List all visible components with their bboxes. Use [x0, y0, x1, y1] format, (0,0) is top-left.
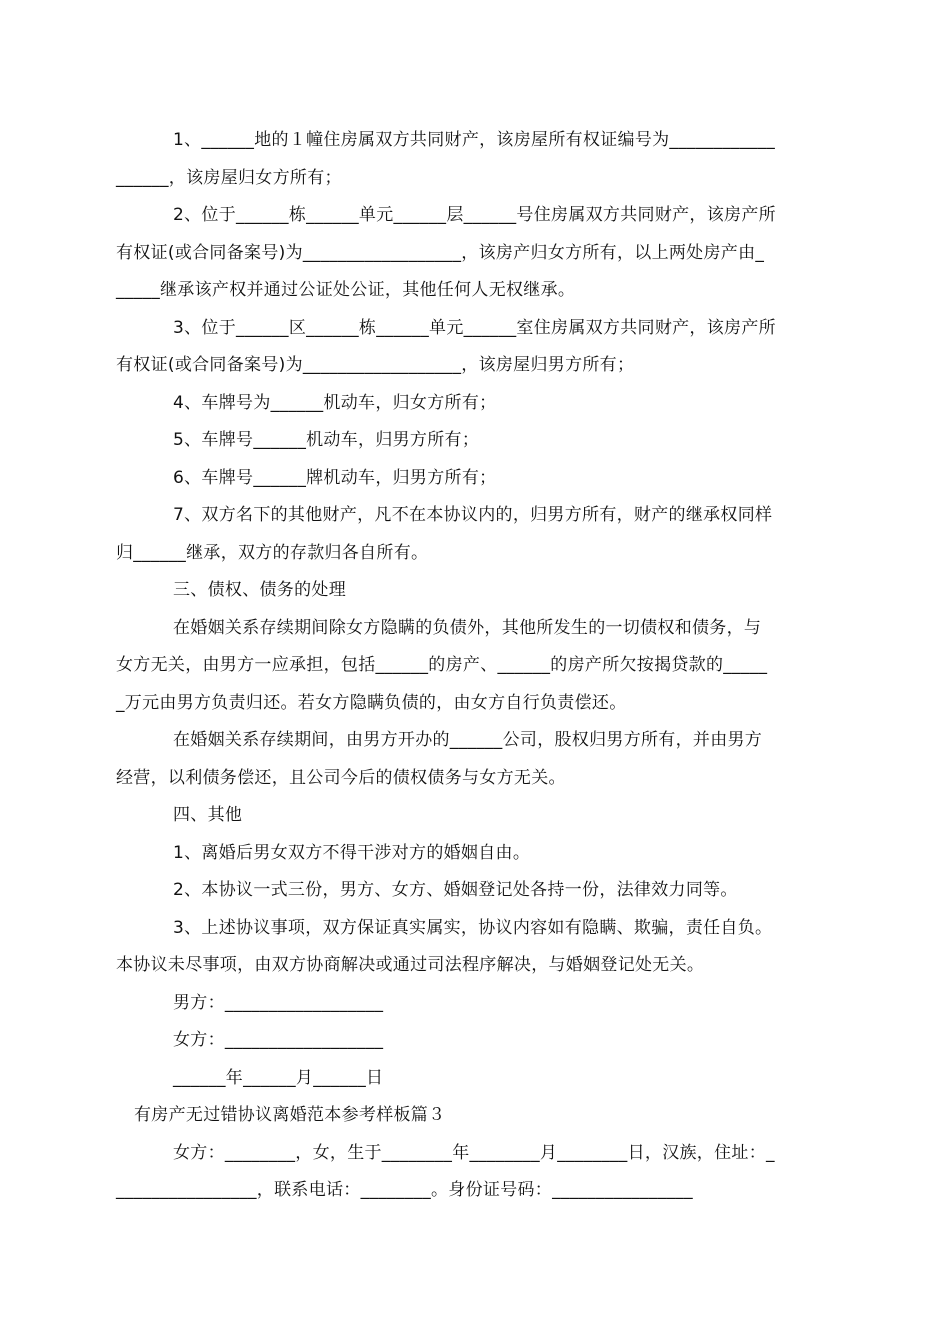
other-item-2: 2、本协议一式三份，男方、女方、婚姻登记处各持一份，法律效力同等。 [173, 880, 738, 900]
property-item-5: 5、车牌号______机动车，归男方所有； [173, 430, 480, 450]
property-item-7: 7、双方名下的其他财产，凡不在本协议内的，归男方所有，财产的继承权同样 归______继承，双方的存款归各自所有。 [116, 505, 773, 563]
property-item-1: 1、______地的１幢住房属双方共同财产，该房屋所有权证编号为____________ ______，该房屋归女方所有； [116, 130, 776, 188]
template-title: 有房产无过错协议离婚范本参考样板篇３ [134, 1105, 446, 1125]
property-item-3: 3、位于______区______栋______单元______室住房属双方共同财产，该房产所 有权证(或合同备案号)为__________________，该房屋归男方所有； [116, 317, 776, 375]
debt-paragraph-1: 在婚姻关系存续期间除女方隐瞒的负债外，其他所发生的一切债权和债务，与 女方无关，由男方一应承担，包括______的房产、______的房产所欠按揭贷款的_____ _万元由男方负责归还。若女方隐瞒负债的，由女方自行负责偿还。 [116, 617, 768, 713]
other-item-1: 1、离婚后男女双方不得干涉对方的婚姻自由。 [173, 842, 531, 863]
signature-female: 女方：__________________ [173, 1030, 384, 1050]
female-party-info: 女方：________，女，生于________年________月________日，汉族，住址：_ ________________，联系电话：________。身份证号码：________________ [116, 1142, 775, 1200]
document-body [116, 122, 836, 1210]
signature-male: 男方：__________________ [173, 992, 384, 1013]
other-item-3: 3、上述协议事项，双方保证真实属实，协议内容如有隐瞒、欺骗，责任自负。 本协议未尽事项，由双方协商解决或通过司法程序解决，与婚姻登记处无关。 [116, 917, 773, 975]
property-item-6: 6、车牌号______牌机动车，归男方所有； [173, 467, 497, 488]
signature-date: ______年______月______日 [173, 1067, 384, 1088]
property-item-4: 4、车牌号为______机动车，归女方所有； [173, 392, 497, 413]
section-heading-other: 四、其他 [173, 805, 243, 825]
debt-paragraph-2: 在婚姻关系存续期间，由男方开办的______公司，股权归男方所有，并由男方 经营，以利债务偿还，且公司今后的债权债务与女方无关。 [116, 730, 763, 788]
section-heading-debts: 三、债权、债务的处理 [173, 580, 346, 600]
property-item-2: 2、位于______栋______单元______层______号住房属双方共同财产，该房产所 有权证(或合同备案号)为__________________，该房产归女方所有，以上两处房产由_ _____继承该产权并通过公证处公证，其他任何人无权继承。 [116, 205, 776, 300]
